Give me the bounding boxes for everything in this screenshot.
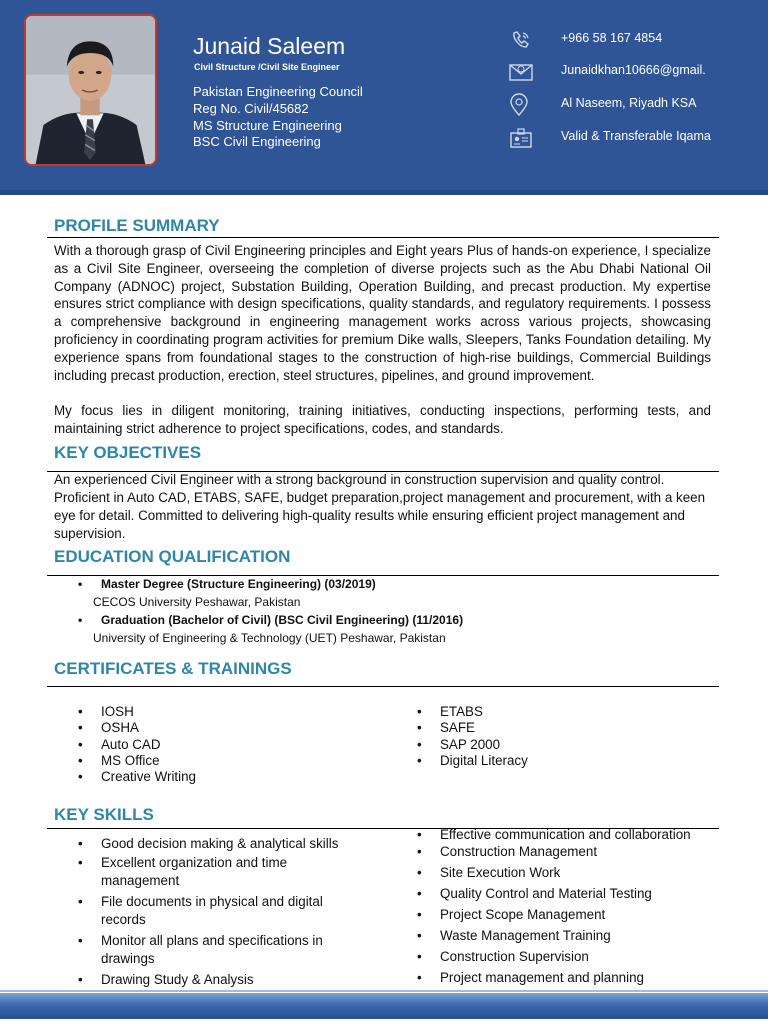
mail-icon — [508, 60, 534, 84]
education-school: CECOS University Peshawar, Pakistan — [93, 595, 301, 609]
list-item: • Good decision making & analytical skills — [78, 835, 353, 853]
profile-focus-paragraph: My focus lies in diligent monitoring, training initiatives, conducting inspections, performing tests, and maintaining strict adherence to project specifications, codes, and standards. — [54, 403, 711, 436]
credential-council: Pakistan Engineering Council — [193, 84, 363, 99]
contact-location — [508, 93, 758, 117]
phone-icon — [508, 28, 534, 52]
list-item: • IOSH — [78, 704, 196, 720]
list-item: • Construction Supervision — [417, 948, 737, 966]
header-divider — [0, 190, 768, 195]
list-item: • Excellent organization and time management — [78, 854, 353, 890]
credential-ms: MS Structure Engineering — [193, 117, 342, 133]
list-item: • Site Execution Work — [417, 864, 737, 882]
list-item: • Waste Management Training — [417, 927, 737, 945]
list-item: • Creative Writing — [78, 769, 196, 785]
list-item: • Effective communication and collaboration — [417, 826, 737, 844]
list-item: • Quality Control and Material Testing — [417, 885, 737, 903]
contact-location-text: Al Naseem, Riyadh KSA — [561, 96, 697, 110]
section-title-certificates: CERTIFICATES & TRAININGS — [54, 659, 292, 678]
education-degree: • Graduation (Bachelor of Civil) (BSC Civil Engineering) (11/2016) — [78, 613, 464, 627]
certificates-list-right — [417, 704, 528, 769]
education-list — [78, 575, 678, 647]
credential-reg-no: Reg No. Civil/45682 — [193, 100, 309, 116]
credentials-block — [193, 84, 363, 151]
list-item: • OSHA — [78, 720, 196, 736]
list-item: • Digital Literacy — [417, 753, 528, 769]
list-item: • Project management and planning — [417, 969, 737, 987]
list-item: • SAFE — [417, 720, 528, 736]
credential-bsc: BSC Civil Engineering — [193, 134, 321, 150]
list-item: • Drawing Study & Analysis — [78, 971, 353, 989]
section-rule — [47, 237, 719, 238]
profile-photo — [24, 14, 157, 166]
profile-summary-paragraph: With a thorough grasp of Civil Engineering principles and Eight years Plus of hands-on experience, I specialize as a Civil Site Engineer, overseeing the completion of diverse projects such as the Abu Dhabi National Oil Company (ADNOC) project, Substation Building, Operation Building, and precast production. My expertise ensures strict compliance with design specifications, quality standards, and regulatory requirements. I possess a comprehensive background in engineering management works across various projects, showcasing proficiency in coordinating program activities for premium Dike walls, Sleepers, Tanks Foundation detailing. My experience spans from foundational stages to the construction of high-rise buildings, Commercial Buildings including precast production, erection, steel structures, pipelines, and ground improvement. — [54, 243, 711, 383]
list-item: • SAP 2000 — [417, 737, 528, 753]
education-degree: • Master Degree (Structure Engineering) (03/2019) — [78, 577, 376, 591]
list-item: • MS Office — [78, 753, 196, 769]
id-card-icon — [508, 126, 534, 150]
section-rule — [47, 686, 719, 687]
skills-list-right — [417, 826, 737, 990]
candidate-name: Junaid Saleem — [193, 33, 346, 59]
contact-phone-text: +966 58 167 4854 — [561, 31, 663, 45]
section-title-education: EDUCATION QUALIFICATION — [54, 547, 291, 566]
contact-iqama-text: Valid & Transferable Iqama — [561, 129, 711, 143]
section-title-objectives: KEY OBJECTIVES — [54, 443, 202, 462]
contact-email — [508, 60, 758, 84]
list-item: • Monitor all plans and specifications in drawings — [78, 932, 353, 968]
list-item: • Project Scope Management — [417, 906, 737, 924]
skills-list-left — [78, 835, 353, 992]
contact-email-text: Junaidkhan10666@gmail. — [561, 63, 706, 77]
contact-iqama — [508, 126, 758, 150]
objectives-paragraph: An experienced Civil Engineer with a strong background in construction supervision and quality control. Proficient in Auto CAD, ETABS, SAFE, budget preparation,project management and procurement, with a keen eye for detail. Committed to delivering high-quality results while ensuring efficient project management and supervision. — [54, 472, 706, 541]
section-title-profile: PROFILE SUMMARY — [54, 216, 220, 235]
location-pin-icon — [508, 93, 534, 117]
list-item: • Auto CAD — [78, 737, 196, 753]
contact-phone — [508, 28, 758, 52]
list-item: • File documents in physical and digital records — [78, 893, 353, 929]
list-item: • Construction Management — [417, 843, 737, 861]
education-school: University of Engineering & Technology (UET) Peshawar, Pakistan — [93, 631, 446, 645]
footer-bar — [0, 993, 768, 1019]
footer-line — [0, 990, 768, 992]
list-item: • ETABS — [417, 704, 528, 720]
section-title-skills: KEY SKILLS — [54, 805, 154, 824]
job-title: Civil Structure /Civil Site Engineer — [194, 62, 340, 72]
certificates-list-left — [78, 704, 196, 785]
